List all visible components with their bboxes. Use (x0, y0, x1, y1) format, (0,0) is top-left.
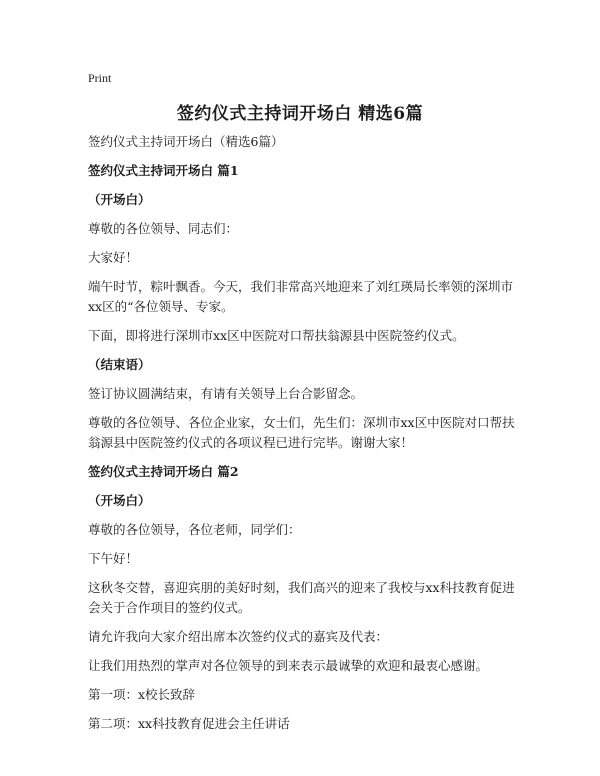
paragraph: 下面，即将进行深圳市xx区中医院对口帮扶翁源县中医院签约仪式。 (88, 328, 465, 343)
paragraph: 这秋冬交替，喜迎宾朋的美好时刻，我们高兴的迎来了我校与xx科技教育促进会关于合作项目的签约仪式。 (88, 580, 515, 615)
paragraph: 请允许我向大家介绍出席本次签约仪式的嘉宾及代表： (88, 629, 389, 644)
section-heading-2: 签约仪式主持词开场白 篇2 (88, 464, 239, 479)
paragraph: 下午好！ (88, 551, 139, 566)
opening-heading-1: （开场白） (88, 192, 151, 207)
closing-heading: （结束语） (88, 357, 151, 372)
paragraph: 尊敬的各位领导、各位企业家，女士们，先生们：深圳市xx区中医院对口帮扶翁源县中医院签约仪式的各项议程已进行完毕。谢谢大家！ (88, 415, 515, 450)
paragraph: 第二项：xx科技教育促进会主任讲话 (88, 716, 290, 731)
paragraph: 端午时节，粽叶飘香。今天，我们非常高兴地迎来了刘红瑛局长率领的深圳市xx区的“各位领导、专家。 (88, 279, 514, 314)
print-label[interactable]: Print (88, 71, 112, 85)
paragraph: 让我们用热烈的掌声对各位领导的到来表示最诚挚的欢迎和最衷心感谢。 (88, 658, 489, 673)
page-title: 签约仪式主持词开场白 精选6篇 (176, 104, 424, 124)
paragraph: 签订协议圆满结束，有请有关领导上台合影留念。 (88, 386, 364, 401)
section-heading-1: 签约仪式主持词开场白 篇1 (88, 163, 239, 178)
paragraph: 尊敬的各位领导、同志们： (88, 221, 239, 236)
document-body (88, 132, 520, 743)
opening-heading-2: （开场白） (88, 493, 151, 508)
subtitle-paragraph: 签约仪式主持词开场白（精选6篇） (88, 134, 284, 149)
paragraph: 第一项：x校长致辞 (88, 687, 196, 702)
paragraph: 大家好！ (88, 250, 139, 265)
paragraph: 尊敬的各位领导，各位老师，同学们： (88, 522, 301, 537)
